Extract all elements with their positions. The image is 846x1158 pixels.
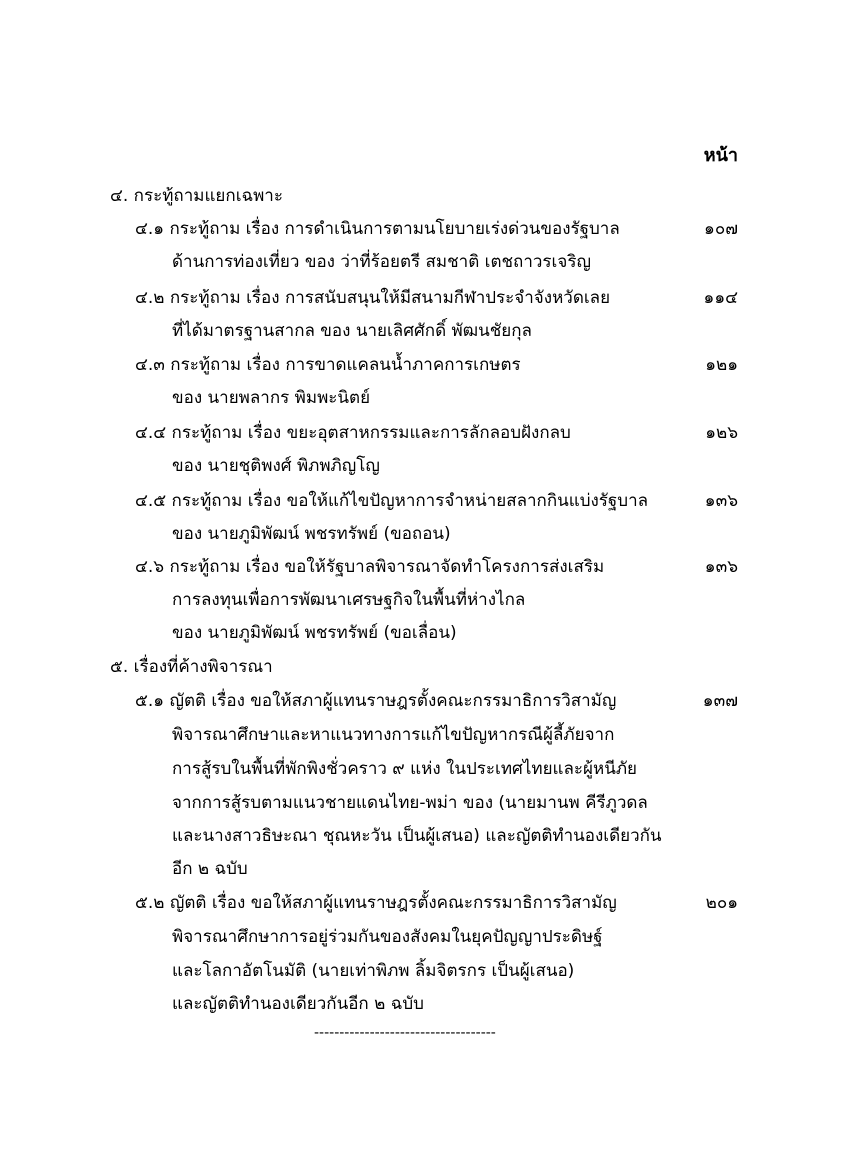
item-4-6-line-1: ๔.๖ กระทู้ถาม เรื่อง ขอให้รัฐบาลพิจารณาจัดทำโครงการส่งเสริม — [135, 557, 605, 577]
item-4-3-line-1: ๔.๓ กระทู้ถาม เรื่อง การขาดแคลนน้ำภาคการเกษตร — [135, 355, 521, 375]
item-5-1-line-4: จากการสู้รบตามแนวชายแดนไทย-พม่า ของ (นายมานพ คีรีภูวดล — [172, 793, 648, 813]
item-4-5-line-2: ของ นายภูมิพัฒน์ พชรทรัพย์ (ขอถอน) — [172, 524, 451, 544]
item-5-1-line-2: พิจารณาศึกษาและหาแนวทางการแก้ไขปัญหากรณีผู้ลี้ภัยจาก — [172, 725, 615, 745]
item-4-6-line-2: การลงทุนเพื่อการพัฒนาเศรษฐกิจในพื้นที่ห่างไกล — [172, 590, 526, 610]
item-4-2-line-1: ๔.๒ กระทู้ถาม เรื่อง การสนับสนุนให้มีสนามกีฬาประจำจังหวัดเลย — [135, 288, 611, 308]
item-5-2-line-4: และญัตติทำนองเดียวกันอีก ๒ ฉบับ — [172, 994, 424, 1014]
item-5-2-line-3: และโลกาอัตโนมัติ (นายเท่าพิภพ ลิ้มจิตรกร เป็นผู้เสนอ) — [172, 961, 575, 981]
item-4-1-line-2: ด้านการท่องเที่ยว ของ ว่าที่ร้อยตรี สมชาติ เตชถาวรเจริญ — [172, 252, 591, 272]
item-4-3-page: ๑๒๑ — [705, 355, 738, 375]
item-5-2-line-1: ๕.๒ ญัตติ เรื่อง ขอให้สภาผู้แทนราษฎรตั้งคณะกรรมาธิการวิสามัญ — [135, 893, 617, 913]
item-4-5-page: ๑๓๖ — [704, 491, 738, 511]
item-5-2-page: ๒๐๑ — [705, 893, 738, 913]
page-column-header: หน้า — [703, 145, 738, 166]
section-5-title: ๕. เรื่องที่ค้างพิจารณา — [110, 657, 273, 677]
item-4-4-page: ๑๒๖ — [705, 423, 738, 443]
item-5-1-page: ๑๓๗ — [702, 691, 738, 711]
item-5-1-line-6: อีก ๒ ฉบับ — [172, 859, 248, 879]
footer-divider: ------------------------------------ — [314, 1025, 496, 1041]
item-4-4-line-1: ๔.๔ กระทู้ถาม เรื่อง ขยะอุตสาหกรรมและการลักลอบฝังกลบ — [135, 423, 571, 443]
item-4-4-line-2: ของ นายชุติพงศ์ พิภพภิญโญ — [172, 456, 380, 476]
item-4-1-page: ๑๐๗ — [704, 219, 738, 239]
item-4-1-line-1: ๔.๑ กระทู้ถาม เรื่อง การดำเนินการตามนโยบายเร่งด่วนของรัฐบาล — [135, 219, 620, 239]
item-4-3-line-2: ของ นายพลากร พิมพะนิตย์ — [172, 388, 371, 408]
item-5-2-line-2: พิจารณาศึกษาการอยู่ร่วมกันของสังคมในยุคปัญญาประดิษฐ์ — [172, 927, 603, 947]
item-5-1-line-5: และนางสาวธิษะณา ชุณหะวัน เป็นผู้เสนอ) และญัตติทำนองเดียวกัน — [172, 826, 662, 846]
item-4-6-page: ๑๓๖ — [704, 557, 738, 577]
item-5-1-line-3: การสู้รบในพื้นที่พักพิงชั่วคราว ๙ แห่ง ในประเทศไทยและผู้หนีภัย — [172, 759, 637, 779]
item-5-1-line-1: ๕.๑ ญัตติ เรื่อง ขอให้สภาผู้แทนราษฎรตั้งคณะกรรมาธิการวิสามัญ — [135, 691, 617, 711]
section-4-title: ๔. กระทู้ถามแยกเฉพาะ — [110, 186, 283, 206]
item-4-2-line-2: ที่ได้มาตรฐานสากล ของ นายเลิศศักดิ์ พัฒนชัยกุล — [172, 321, 532, 341]
item-4-5-line-1: ๔.๕ กระทู้ถาม เรื่อง ขอให้แก้ไขปัญหาการจำหน่ายสลากกินแบ่งรัฐบาล — [135, 491, 649, 511]
item-4-6-line-3: ของ นายภูมิพัฒน์ พชรทรัพย์ (ขอเลื่อน) — [172, 623, 457, 643]
item-4-2-page: ๑๑๔ — [703, 288, 738, 308]
